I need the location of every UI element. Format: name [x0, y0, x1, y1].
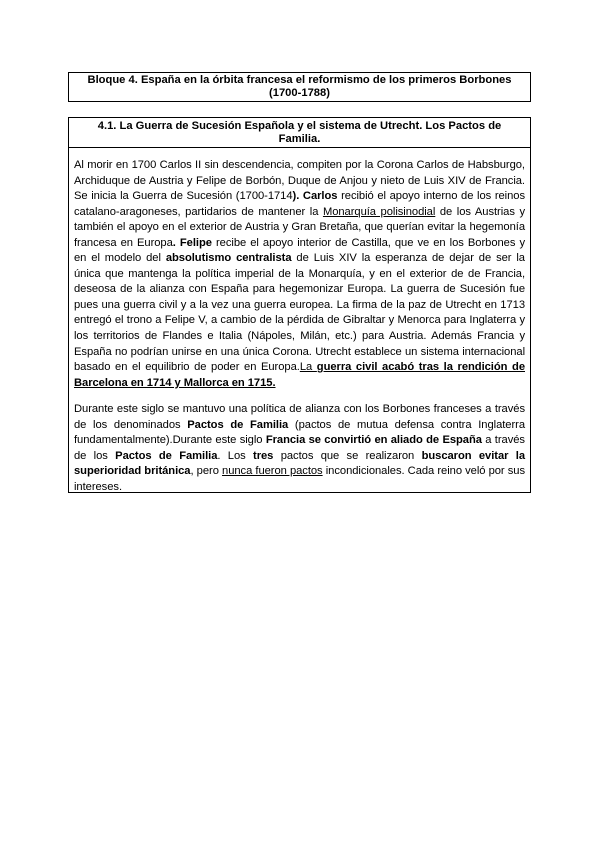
text-run: Durante este siglo se mantuvo una política de alianza con los Borbones franceses a través de los denominados [74, 403, 525, 431]
text-run: pactos que se realizaron [273, 449, 422, 462]
underlined-run: La [299, 361, 317, 374]
text-run: , pero [190, 465, 223, 478]
text-run: Al morir en 1700 Carlos II sin descendencia, compiten por la Corona Carlos de Habsburgo, Archiduque de Austria y Felipe de Borbón, Duque de Anjou y nieto de Luis XIV de Francia. Se inicia la Guerra de Sucesión (1700-1714 [74, 159, 525, 203]
section-content-box [68, 117, 531, 493]
text-run: de los Austrias y también el apoyo en el exterior de Austria y Gran Bretaña, que querían evitar la hegemonía francesa en Europa [74, 205, 525, 249]
paragraph-war-of-succession [74, 158, 525, 391]
text-run: de Luis XIV la esperanza de dejar de ser la única que mantenga la política imperial de la Monarquía, y en el exterior de de Francia, deseosa de la alianza con España para hegemonizar Europa. La guerra de Sucesión fue pues una guerra civil y a la vez una guerra europea. La firma de la paz de Utrecht en 1713 entregó el trono a Felipe V, a cambio de la pérdida de Gibraltar y Menorca para Inglaterra y los territorios de Flandes e Italia (Nápoles, Milán, etc.) para Austria. Además Francia y España no podrían unirse en una única Corona. Utrecht establece un sistema internacional basado en el equilibrio de poder en Europa. [74, 252, 525, 374]
paragraph-family-pacts [74, 402, 525, 495]
block-title-box [68, 72, 531, 102]
bold-run: buscaron evitar la superioridad británica [74, 449, 525, 478]
section-title: 4.1. La Guerra de Sucesión Española y el sistema de Utrecht. Los Pactos de Familia. [97, 119, 502, 145]
text-run: recibió el apoyo interno de los reinos catalano-aragoneses, partidarios de mantener la [74, 190, 526, 218]
text-run: a través de los [74, 434, 525, 462]
bold-run: ). Carlos [292, 190, 338, 203]
bold-run: Pactos de Familia [115, 449, 218, 462]
bold-run: tres [253, 449, 274, 462]
underlined-run: Monarquía polisinodial [322, 205, 436, 218]
text-run: incondicionales. Cada reino veló por sus intereses. [74, 465, 526, 493]
text-run: (pactos de mutua defensa contra Inglaterra fundamentalmente).Durante este siglo [74, 418, 525, 447]
text-run: . Los [217, 449, 254, 462]
bold-run: . Felipe [172, 236, 212, 249]
section-body [69, 148, 530, 495]
section-heading-box [69, 118, 530, 148]
block-title: Bloque 4. España en la órbita francesa el reformismo de los primeros Borbones (1700-1788) [87, 74, 512, 99]
text-run: recibe el apoyo interior de Castilla, que ve en los Borbones y en el modelo del [74, 236, 525, 265]
bold-run: absolutismo centralista [165, 252, 292, 265]
bold-run: Francia se convirtió en aliado de España [265, 434, 482, 447]
underlined-run: nunca fueron pactos [222, 465, 323, 478]
bold-underlined-run: guerra civil acabó tras la rendición de Barcelona en 1714 y Mallorca en 1715. [74, 361, 525, 389]
bold-run: Pactos de Familia [187, 418, 289, 431]
